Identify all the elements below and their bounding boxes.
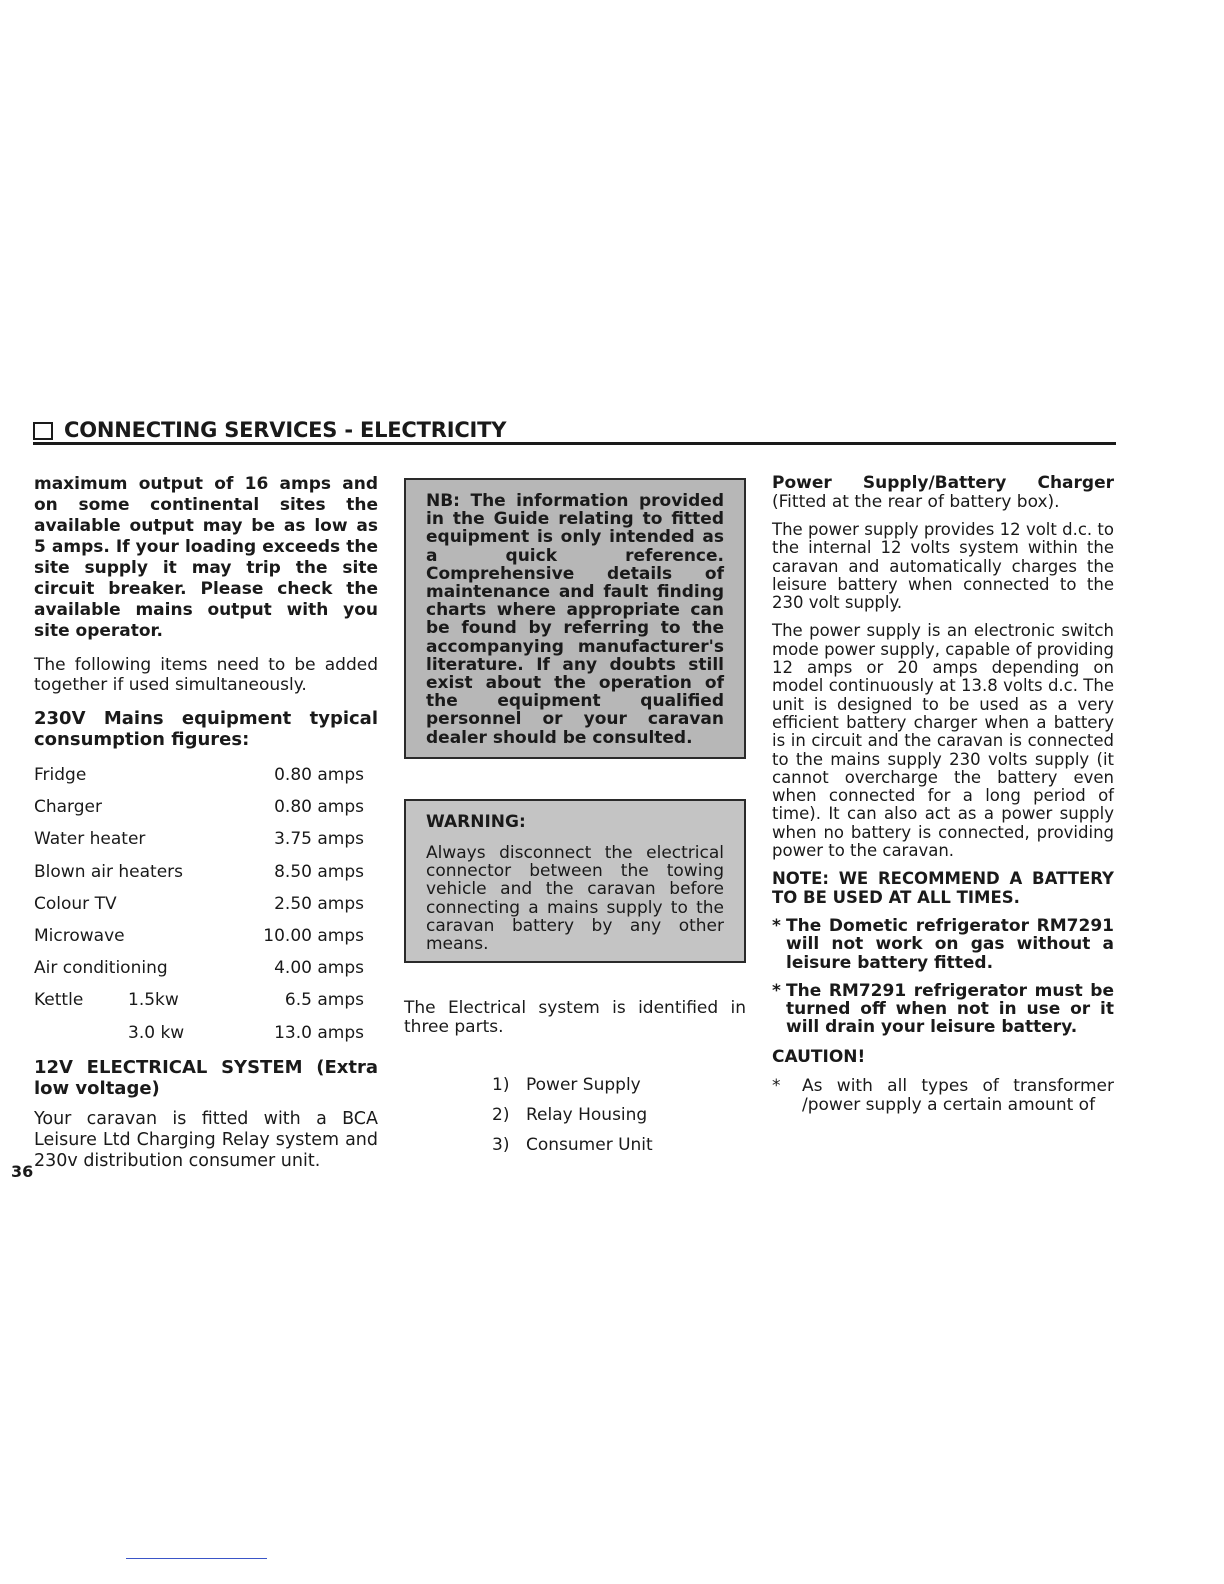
bullet-text: The RM7291 refrigerator must be turned off when not in use or it will drain your leisure battery. [786, 980, 1114, 1038]
table-row [34, 888, 378, 920]
list-item [772, 917, 1114, 972]
warning-text: Always disconnect the electrical connector between the towing vehicle and the caravan before connecting a mains supply to the caravan battery by any other means. [426, 843, 724, 955]
nb-notice-box [404, 478, 746, 759]
table-row [34, 952, 378, 984]
table-row [34, 823, 378, 855]
row-item: Water heater [34, 829, 146, 850]
row-item: Colour TV [34, 893, 117, 914]
row-value: 13.0 amps [274, 1022, 364, 1043]
page-number: 36 [11, 1162, 34, 1181]
asterisk-icon: * [772, 980, 781, 1001]
table-row [34, 984, 378, 1016]
table-row [34, 791, 378, 823]
item-label: Power Supply [526, 1075, 641, 1096]
list-item [492, 1070, 746, 1100]
nb-text: NB: The information provided in the Guide relating to fitted equipment is only intended as a quick reference. Comprehensive details of maintenance and fault finding charts where appropriate can be found by referring to the accompanying manufacturer's literature. If any doubts still exist about the operation of the equipment qualified personnel or your caravan dealer should be consulted. [426, 491, 724, 748]
power-supply-heading [772, 474, 1114, 511]
system-heading: 12V ELECTRICAL SYSTEM (Extra low voltage) [34, 1056, 378, 1099]
row-value: 0.80 amps [274, 797, 364, 818]
list-item [772, 1077, 1114, 1115]
row-sub: 3.0 kw [128, 1022, 185, 1043]
item-number: 2) [492, 1105, 510, 1126]
row-item: Kettle [34, 990, 84, 1011]
battery-note: NOTE: WE RECOMMEND A BATTERY TO BE USED AT ALL TIMES. [772, 869, 1114, 907]
caution-title: CAUTION! [772, 1046, 866, 1067]
caution-text: As with all types of transformer /power supply a certain amount of [802, 1075, 1114, 1115]
row-value: 8.50 amps [274, 861, 364, 882]
column-right [772, 474, 1114, 1115]
consumption-table [34, 759, 378, 1049]
table-row [34, 856, 378, 888]
row-item: Charger [34, 797, 102, 818]
parts-list [492, 1070, 746, 1160]
warning-box [404, 799, 746, 963]
row-item: Microwave [34, 925, 125, 946]
power-supply-title: Power Supply/Battery Charger [772, 473, 1114, 493]
row-value: 2.50 amps [274, 893, 364, 914]
bullet-text: The Dometic refrigerator RM7291 will not work on gas without a leisure battery fitted. [786, 915, 1114, 973]
column-middle [404, 478, 746, 1160]
row-value: 6.5 amps [284, 990, 364, 1011]
item-number: 3) [492, 1135, 510, 1156]
footer-rule [126, 1558, 267, 1559]
power-supply-paragraph-2: The power supply is an electronic switch mode power supply, capable of providing 12 amps or 20 amps depending on model continuously at 13.8 volts d.c. The unit is designed to be used as a very efficient battery charger when a battery is in circuit and the caravan is connected to the mains supply 230 volts supply (it cannot overcharge the battery even when connected for a long period of time). It can also act as a power supply when no battery is connected, providing power to the caravan. [772, 621, 1114, 861]
system-paragraph: Your caravan is fitted with a BCA Leisure Ltd Charging Relay system and 230v distribution consumer unit. [34, 1108, 378, 1171]
asterisk-icon: * [772, 1075, 781, 1096]
asterisk-icon: * [772, 915, 781, 936]
row-value: 0.80 amps [274, 765, 364, 785]
row-value: 3.75 amps [274, 829, 364, 850]
intro-paragraph: maximum output of 16 amps and on some continental sites the available output may be as low as 5 amps. If your loading exceeds the site supply it may trip the site circuit breaker. Please check the available mains output with you site operator. [34, 474, 378, 641]
row-value: 10.00 amps [263, 925, 364, 946]
warning-title: WARNING: [426, 811, 526, 832]
checkbox-square-icon [33, 422, 53, 440]
row-value: 4.00 amps [274, 958, 364, 979]
item-label: Relay Housing [526, 1105, 648, 1126]
item-number: 1) [492, 1075, 510, 1096]
column-left [34, 474, 378, 1172]
table-heading: 230V Mains equipment typical consumption figures: [34, 708, 378, 750]
row-sub: 1.5kw [128, 990, 179, 1011]
row-item: Fridge [34, 765, 87, 785]
table-row [34, 1017, 378, 1049]
item-label: Consumer Unit [526, 1135, 653, 1156]
row-item: Air conditioning [34, 958, 168, 979]
power-supply-note: (Fitted at the rear of battery box). [772, 491, 1060, 512]
table-row [34, 920, 378, 952]
table-row [34, 759, 378, 791]
power-supply-paragraph-1: The power supply provides 12 volt d.c. to the internal 12 volts system within the caravan and automatically charges the leisure battery when connected to the 230 volt supply. [772, 520, 1114, 613]
section-header [33, 418, 1116, 445]
list-item [492, 1130, 746, 1160]
parts-intro: The Electrical system is identified in three parts. [404, 998, 746, 1037]
section-title: CONNECTING SERVICES - ELECTRICITY [64, 418, 507, 442]
list-item [492, 1100, 746, 1130]
row-item: Blown air heaters [34, 861, 184, 882]
list-item [772, 982, 1114, 1037]
following-paragraph: The following items need to be added together if used simultaneously. [34, 655, 378, 695]
